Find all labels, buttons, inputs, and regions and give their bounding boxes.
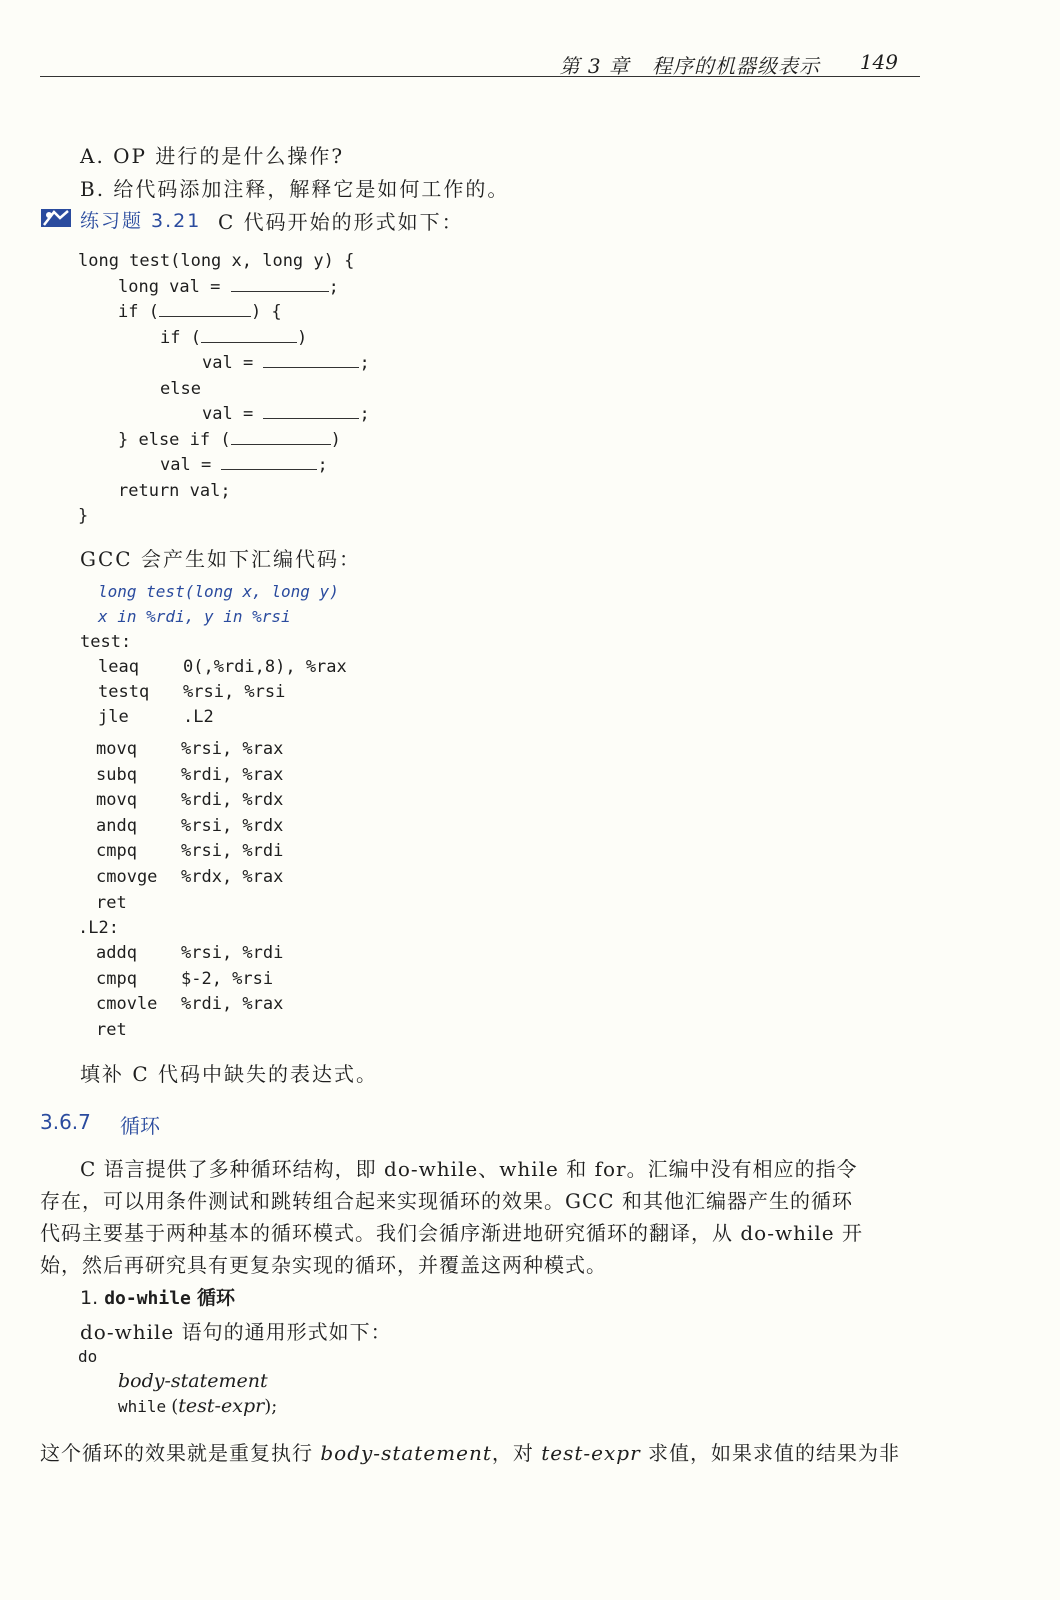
exercise-text: C 代码开始的形式如下：	[218, 210, 464, 234]
asm-operands: %rdi, %rax	[181, 994, 284, 1015]
asm-operands: %rdi, %rdx	[181, 790, 284, 811]
asm-instruction	[96, 943, 284, 963]
blank-field	[231, 430, 331, 445]
paragraph-line: 这个循环的效果就是重复执行 body-statement，对 test-expr 求值，如果求值的结果为非	[40, 1441, 901, 1465]
asm-instruction	[96, 841, 284, 862]
paragraph-line: 始，然后再研究具有更复杂实现的循环，并覆盖这两种模式。	[40, 1253, 607, 1277]
paragraph-line: C 语言提供了多种循环结构，即 do-while、while 和 for。汇编中没有相应的指令	[80, 1157, 858, 1181]
running-header	[40, 46, 920, 77]
asm-instruction	[98, 657, 347, 677]
asm-operands: %rsi, %rdi	[181, 943, 284, 963]
code-line: else	[160, 379, 201, 399]
code-line: val = ;	[202, 404, 370, 424]
blank-field	[231, 277, 329, 292]
asm-operands: %rsi, %rdi	[181, 841, 284, 862]
asm-comment: x in %rdi, y in %rsi	[98, 607, 291, 626]
form-body: body-statement	[118, 1370, 268, 1392]
asm-opcode: andq	[96, 815, 137, 836]
asm-operands: %rdi, %rax	[181, 764, 284, 785]
asm-opcode: leaq	[98, 657, 139, 677]
asm-opcode: cmpq	[96, 968, 137, 989]
code-line: }	[78, 506, 89, 526]
asm-instruction	[96, 994, 284, 1015]
code-line: } else if ( )	[118, 430, 341, 450]
paragraph-line: 存在，可以用条件测试和跳转组合起来实现循环的效果。GCC 和其他汇编器产生的循环	[40, 1189, 853, 1213]
asm-opcode: movq	[96, 739, 137, 759]
asm-label: test:	[80, 632, 132, 652]
paragraph-line: 代码主要基于两种基本的循环模式。我们会循序渐进地研究循环的翻译，从 do-while 开	[40, 1221, 863, 1245]
asm-opcode: ret	[96, 1019, 127, 1040]
blank-field	[159, 302, 251, 317]
code-line: if ( )	[160, 328, 308, 348]
general-form-intro: do-while 语句的通用形式如下：	[80, 1320, 392, 1344]
asm-opcode: jle	[98, 707, 129, 727]
code-line: val = ;	[160, 455, 328, 475]
asm-instruction	[98, 707, 214, 727]
blank-field	[263, 404, 359, 419]
blank-field	[263, 353, 359, 368]
question-b: B. 给代码添加注释，解释它是如何工作的。	[80, 177, 510, 201]
gcc-intro: GCC 会产生如下汇编代码：	[80, 547, 361, 571]
code-line: long test(long x, long y) {	[78, 251, 355, 271]
code-line: val = ;	[202, 353, 370, 373]
asm-opcode: movq	[96, 790, 137, 811]
code-line: long val = ;	[118, 277, 339, 297]
asm-instruction	[96, 1020, 127, 1040]
asm-opcode: ret	[96, 892, 127, 913]
asm-opcode: cmpq	[96, 841, 137, 862]
form-do: do	[78, 1347, 98, 1366]
asm-instruction	[96, 790, 284, 811]
exercise-label: 练习题 3.21	[80, 210, 202, 232]
asm-opcode: testq	[98, 682, 150, 702]
page-number: 149	[859, 50, 898, 74]
asm-operands: %rsi, %rdx	[181, 815, 284, 836]
asm-opcode: cmovge	[96, 867, 158, 887]
asm-operands: %rsi, %rsi	[183, 682, 286, 702]
asm-operands: %rsi, %rax	[181, 739, 284, 759]
asm-instruction	[96, 739, 284, 759]
asm-operands: $-2, %rsi	[181, 968, 274, 989]
fill-instruction: 填补 C 代码中缺失的表达式。	[80, 1062, 379, 1086]
asm-instruction	[96, 893, 127, 913]
asm-instruction	[96, 867, 284, 887]
asm-opcode: cmovle	[96, 994, 158, 1015]
question-a: A. OP 进行的是什么操作?	[80, 144, 345, 168]
section-number: 3.6.7	[40, 1110, 91, 1134]
form-while: while (test-expr);	[118, 1395, 278, 1417]
blank-field	[201, 328, 297, 343]
asm-operands: 0(,%rdi,8), %rax	[183, 657, 347, 677]
asm-opcode: subq	[96, 764, 137, 785]
code-line: return val;	[118, 481, 231, 501]
asm-instruction	[96, 815, 284, 836]
chapter-title: 第 3 章 程序的机器级表示	[559, 54, 820, 78]
asm-label: .L2:	[78, 918, 119, 938]
asm-comment: long test(long x, long y)	[98, 582, 339, 601]
asm-instruction	[96, 968, 274, 989]
asm-opcode: addq	[96, 943, 137, 963]
exercise-icon	[40, 206, 72, 230]
blank-field	[221, 455, 317, 470]
subsection-heading: 1. do-while 循环	[80, 1287, 235, 1309]
asm-instruction	[98, 682, 286, 702]
section-title: 循环	[120, 1114, 160, 1138]
asm-instruction	[96, 764, 284, 785]
asm-operands: .L2	[183, 707, 214, 727]
code-line: if ( ) {	[118, 302, 282, 322]
asm-operands: %rdx, %rax	[181, 867, 284, 887]
